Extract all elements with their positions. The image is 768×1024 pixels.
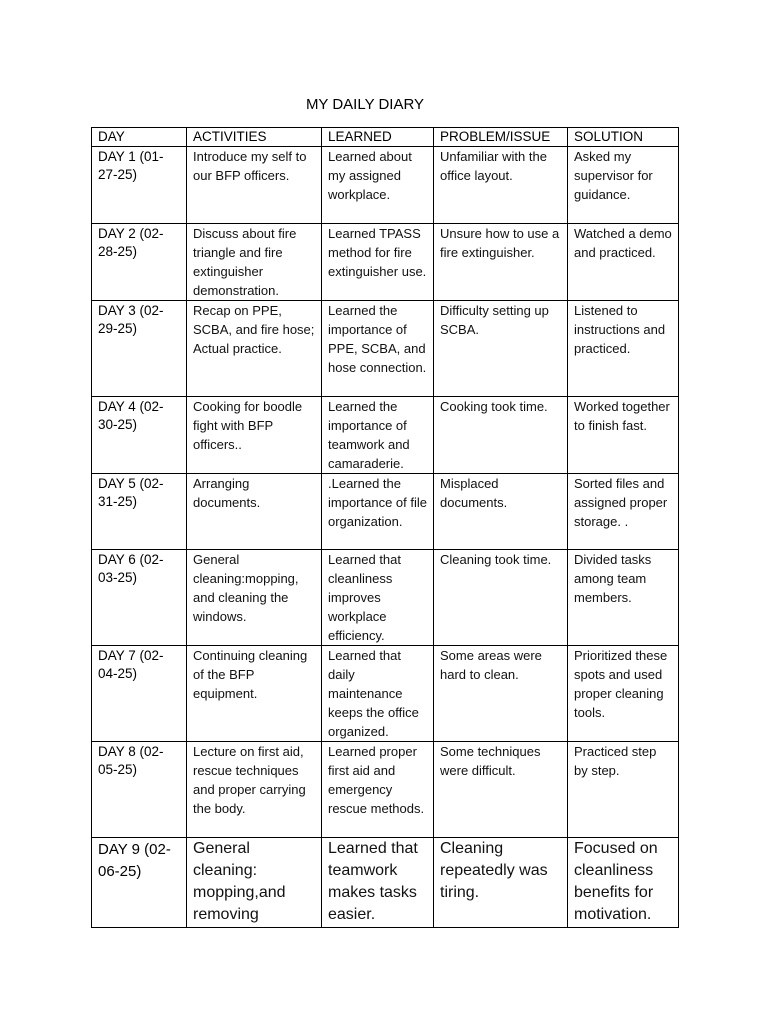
table-row [92, 838, 679, 928]
table-row [92, 301, 679, 397]
cell-problem: Cooking took time. [434, 397, 568, 474]
column-header-activities: ACTIVITIES [187, 128, 322, 147]
cell-day: DAY 4 (02-30-25) [92, 397, 187, 474]
cell-learned: Learned that daily maintenance keeps the office organized. [322, 646, 434, 742]
cell-problem: Misplaced documents. [434, 474, 568, 550]
cell-solution: Asked my supervisor for guidance. [568, 147, 679, 224]
table-row [92, 147, 679, 224]
cell-activities: Lecture on first aid, rescue techniques and proper carrying the body. [187, 742, 322, 838]
cell-learned: Learned the importance of PPE, SCBA, and hose connection. [322, 301, 434, 397]
cell-solution: Prioritized these spots and used proper cleaning tools. [568, 646, 679, 742]
cell-day: DAY 7 (02-04-25) [92, 646, 187, 742]
cell-day: DAY 3 (02-29-25) [92, 301, 187, 397]
cell-solution: Focused on cleanliness benefits for motivation. [568, 838, 679, 928]
cell-learned: Learned that teamwork makes tasks easier. [322, 838, 434, 928]
cell-learned: Learned proper first aid and emergency rescue methods. [322, 742, 434, 838]
cell-day: DAY 5 (02-31-25) [92, 474, 187, 550]
table-row [92, 224, 679, 301]
cell-problem: Unsure how to use a fire extinguisher. [434, 224, 568, 301]
cell-problem: Cleaning took time. [434, 550, 568, 646]
cell-solution: Worked together to finish fast. [568, 397, 679, 474]
table-header-row [92, 128, 679, 147]
cell-activities: General cleaning:mopping, and cleaning the windows. [187, 550, 322, 646]
cell-solution: Listened to instructions and practiced. [568, 301, 679, 397]
cell-activities: Continuing cleaning of the BFP equipment. [187, 646, 322, 742]
column-header-problem: PROBLEM/ISSUE [434, 128, 568, 147]
table-row [92, 397, 679, 474]
cell-activities: Arranging documents. [187, 474, 322, 550]
cell-problem: Some techniques were difficult. [434, 742, 568, 838]
table-row [92, 646, 679, 742]
cell-day: DAY 1 (01-27-25) [92, 147, 187, 224]
page-title: MY DAILY DIARY [305, 96, 425, 113]
table-row [92, 474, 679, 550]
column-header-learned: LEARNED [322, 128, 434, 147]
cell-solution: Sorted files and assigned proper storage. . [568, 474, 679, 550]
cell-learned: Learned about my assigned workplace. [322, 147, 434, 224]
column-header-day: DAY [92, 128, 187, 147]
table-row [92, 550, 679, 646]
cell-solution: Practiced step by step. [568, 742, 679, 838]
cell-activities: General cleaning: mopping,and removing [187, 838, 322, 928]
cell-day: DAY 2 (02-28-25) [92, 224, 187, 301]
column-header-solution: SOLUTION [568, 128, 679, 147]
cell-day: DAY 9 (02-06-25) [92, 838, 187, 928]
cell-problem: Some areas were hard to clean. [434, 646, 568, 742]
table-row [92, 742, 679, 838]
cell-solution: Divided tasks among team members. [568, 550, 679, 646]
cell-problem: Cleaning repeatedly was tiring. [434, 838, 568, 928]
cell-learned: .Learned the importance of file organization. [322, 474, 434, 550]
cell-activities: Cooking for boodle fight with BFP officers.. [187, 397, 322, 474]
cell-solution: Watched a demo and practiced. [568, 224, 679, 301]
cell-activities: Introduce my self to our BFP officers. [187, 147, 322, 224]
cell-day: DAY 6 (02-03-25) [92, 550, 187, 646]
cell-learned: Learned TPASS method for fire extinguisher use. [322, 224, 434, 301]
diary-table [91, 127, 679, 928]
cell-activities: Recap on PPE, SCBA, and fire hose; Actual practice. [187, 301, 322, 397]
cell-activities: Discuss about fire triangle and fire extinguisher demonstration. [187, 224, 322, 301]
cell-problem: Unfamiliar with the office layout. [434, 147, 568, 224]
cell-learned: Learned the importance of teamwork and camaraderie. [322, 397, 434, 474]
cell-day: DAY 8 (02-05-25) [92, 742, 187, 838]
cell-problem: Difficulty setting up SCBA. [434, 301, 568, 397]
cell-learned: Learned that cleanliness improves workplace efficiency. [322, 550, 434, 646]
